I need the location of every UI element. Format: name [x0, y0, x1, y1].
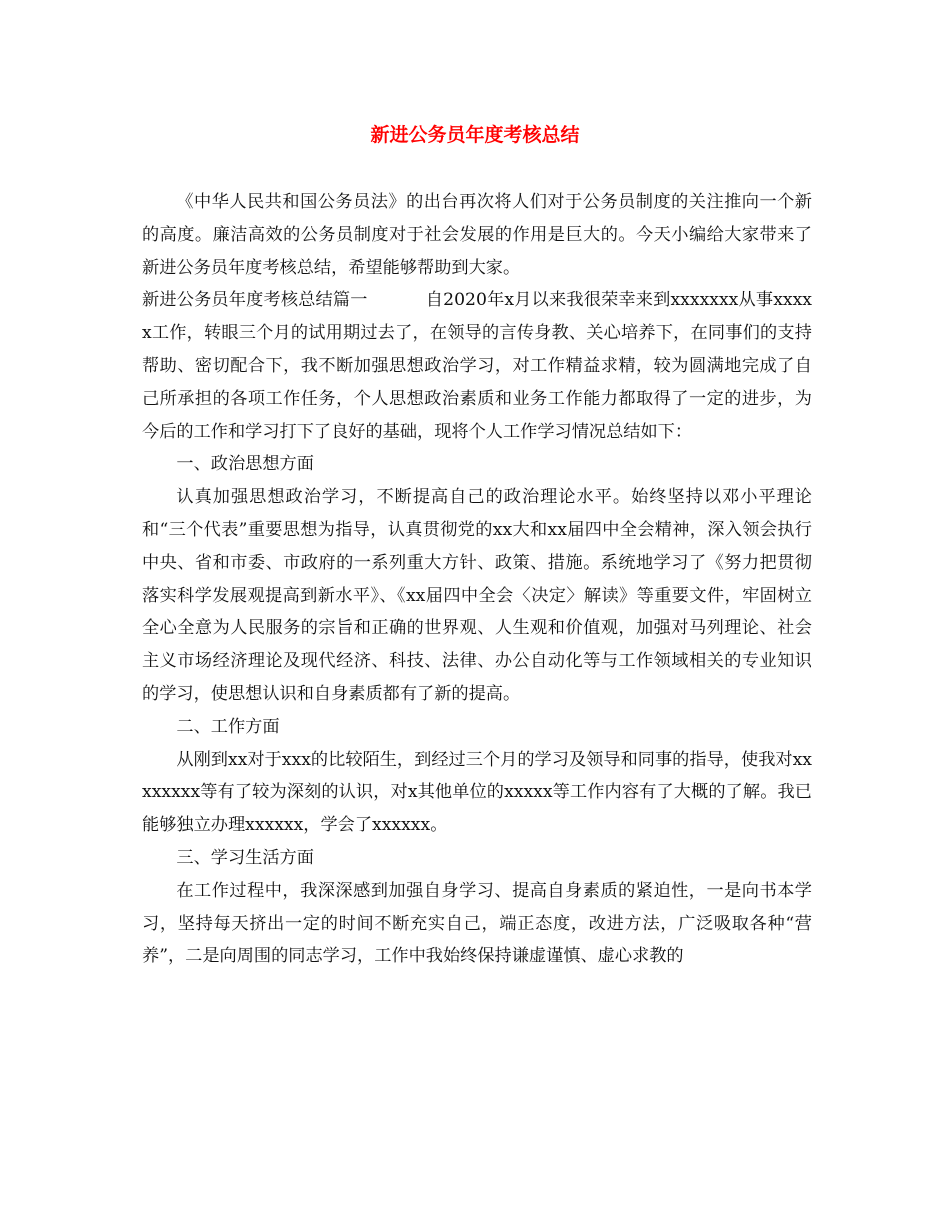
part-one-paragraph [142, 284, 812, 448]
section-heading-political: 一、政治思想方面 [176, 454, 314, 475]
section-heading-work: 二、工作方面 [176, 716, 280, 737]
section-text-study: 在工作过程中，我深深感到加强自身学习、提高自身素质的紧迫性，一是向书本学习，坚持每天挤出一定的时间不断充实自己，端正态度，改进方法，广泛吸取各种“营养”，二是向周围的同志学习，工作中我始终保持谦虚谨慎、虚心求教的 [142, 880, 812, 967]
section-heading-study: 三、学习生活方面 [176, 847, 314, 868]
document-title: 新进公务员年度考核总结 [370, 124, 580, 146]
document-body [142, 186, 812, 973]
part-opening-text: 自2020年x月以来我很荣幸来到xxxxxxx从事xxxxx工作，转眼三个月的试用期过去了，在领导的言传身教、关心培养下，在同事们的支持帮助、密切配合下，我不断加强思想政治学习，对工作精益求精，较为圆满地完成了自己所承担的各项工作任务，个人思想政治素质和业务工作能力都取得了一定的进步，为今后的工作和学习打下了良好的基础，现将个人工作学习情况总结如下： [142, 290, 812, 442]
part-heading: 新进公务员年度考核总结篇一 [142, 290, 368, 311]
section-text-work: 从刚到xx对于xxx的比较陌生，到经过三个月的学习及领导和同事的指导，使我对xxxxxxxx等有了较为深刻的认识，对x其他单位的xxxxx等工作内容有了大概的了解。我已能够独立办理xxxxxx，学会了xxxxxx。 [142, 749, 812, 836]
intro-paragraph: 《中华人民共和国公务员法》的出台再次将人们对于公务员制度的关注推向一个新的高度。廉洁高效的公务员制度对于社会发展的作用是巨大的。今天小编给大家带来了新进公务员年度考核总结，希望能够帮助到大家。 [142, 192, 812, 278]
section-text-political: 认真加强思想政治学习，不断提高自己的政治理论水平。始终坚持以邓小平理论和“三个代表”重要思想为指导，认真贯彻党的xx大和xx届四中全会精神，深入领会执行中央、省和市委、市政府的一系列重大方针、政策、措施。系统地学习了《努力把贯彻落实科学发展观提高到新水平》、《xx届四中全会〈决定〉解读》等重要文件，牢固树立全心全意为人民服务的宗旨和正确的世界观、人生观和价值观，加强对马列理论、社会主义市场经济理论及现代经济、科技、法律、办公自动化等与工作领域相关的专业知识的学习，使思想认识和自身素质都有了新的提高。 [142, 487, 812, 704]
